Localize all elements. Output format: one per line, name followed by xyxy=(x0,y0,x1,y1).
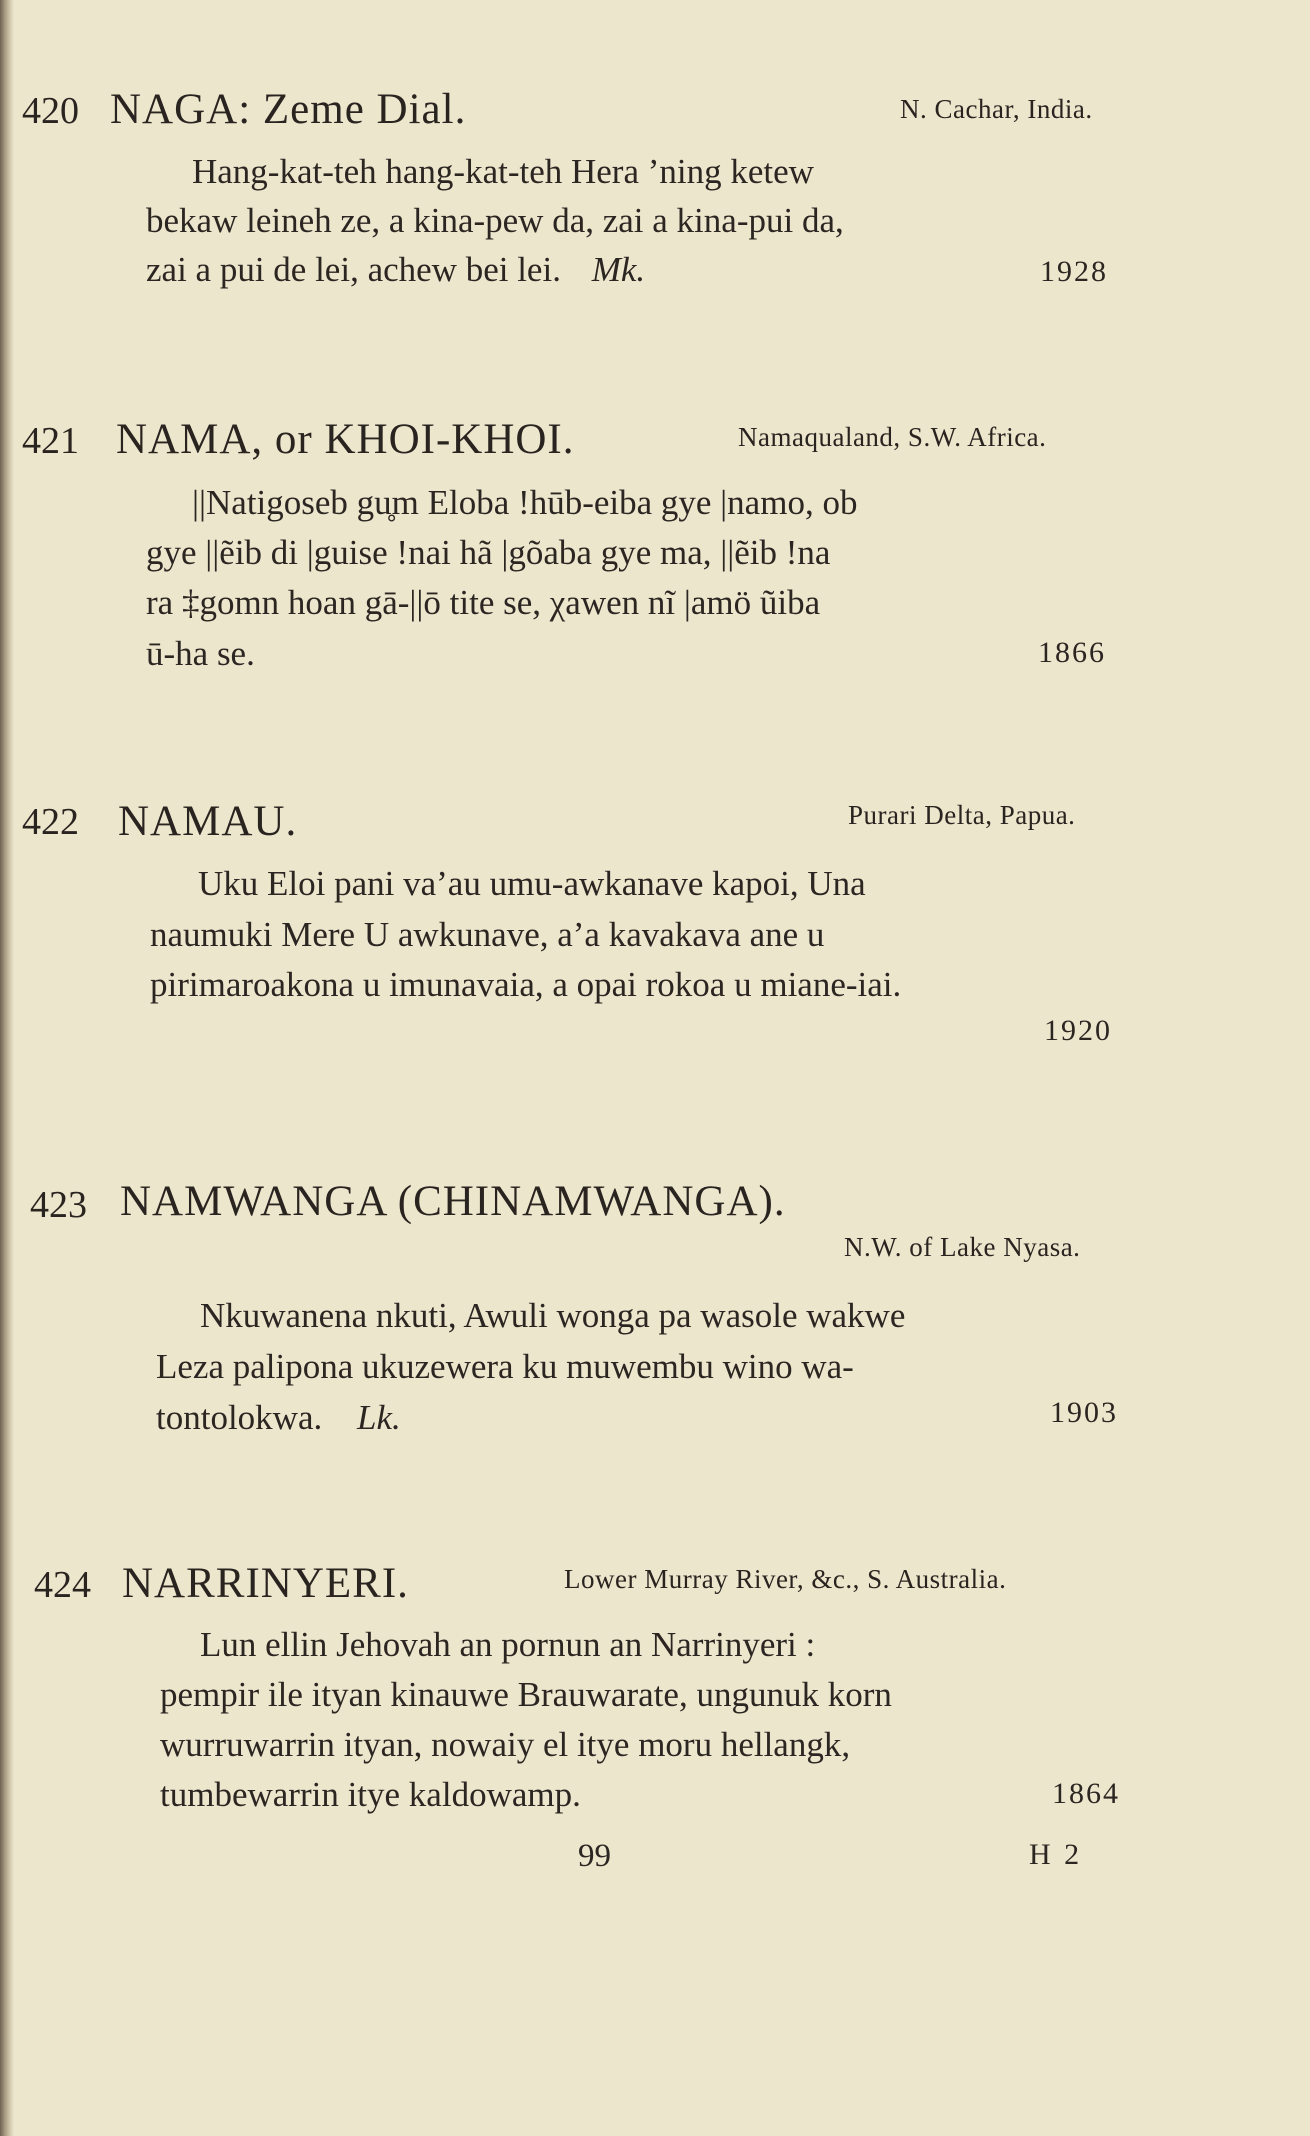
text-line: Uku Eloi pani va’au umu-awkanave kapoi, Una xyxy=(198,864,866,903)
text-line: Lun ellin Jehovah an pornun an Narrinyeri : xyxy=(200,1625,816,1664)
publication-year: 1920 xyxy=(1044,1014,1112,1047)
text-line: wurruwarrin ityan, nowaiy el itye moru hellangk, xyxy=(160,1725,851,1764)
publication-year: 1864 xyxy=(1052,1777,1120,1810)
text-line: ū-ha se. xyxy=(146,634,255,673)
text-line-content: zai a pui de lei, achew bei lei. xyxy=(146,250,561,289)
text-line: pempir ile ityan kinauwe Brauwarate, ungunuk korn xyxy=(160,1675,892,1714)
publication-year: 1903 xyxy=(1050,1396,1118,1429)
text-line: ra ‡gomn hoan gā-||ō tite se, χawen nĩ |amö ũiba xyxy=(146,583,821,622)
text-line: Leza palipona ukuzewera ku muwembu wino wa- xyxy=(156,1347,854,1386)
language-name: NAMWANGA (CHINAMWANGA). xyxy=(120,1178,786,1225)
text-line: Hang-kat-teh hang-kat-teh Hera ’ning ketew xyxy=(192,152,814,191)
text-line: ||Natigoseb gu̥m Eloba !hūb-eiba gye |namo, ob xyxy=(192,483,858,522)
text-line: pirimaroakona u imunavaia, a opai rokoa u miane-iai. xyxy=(150,965,902,1004)
text-line: tumbewarrin itye kaldowamp. xyxy=(160,1775,581,1814)
entry-number: 423 xyxy=(30,1184,87,1226)
entry-number: 422 xyxy=(22,801,79,843)
language-region: Namaqualand, S.W. Africa. xyxy=(738,422,1047,452)
language-name: NAGA: Zeme Dial. xyxy=(110,86,467,133)
language-region: Purari Delta, Papua. xyxy=(848,800,1076,830)
language-region: Lower Murray River, &c., S. Australia. xyxy=(564,1564,1007,1594)
text-line xyxy=(146,252,645,287)
text-line: naumuki Mere U awkunave, a’a kavakava ane u xyxy=(150,915,825,954)
entry-number: 421 xyxy=(22,420,79,462)
language-name: NAMAU. xyxy=(118,798,298,845)
language-region: N. Cachar, India. xyxy=(900,94,1093,124)
language-name: NARRINYERI. xyxy=(122,1560,409,1607)
text-line-content: tontolokwa. xyxy=(156,1398,323,1437)
page-number: 99 xyxy=(578,1838,611,1874)
entry-number: 424 xyxy=(34,1564,91,1606)
version-abbreviation: Mk. xyxy=(591,250,646,289)
text-line: gye ||ẽib di |guise !nai hã |gõaba gye ma, ||ẽib !na xyxy=(146,533,831,572)
publication-year: 1866 xyxy=(1038,636,1106,669)
text-line: bekaw leineh ze, a kina-pew da, zai a kina-pui da, xyxy=(146,201,844,240)
publication-year: 1928 xyxy=(1040,255,1108,288)
signature-mark: H 2 xyxy=(1029,1838,1083,1871)
page-binding-edge xyxy=(0,0,14,2136)
entry-number: 420 xyxy=(22,90,79,132)
language-name: NAMA, or KHOI-KHOI. xyxy=(116,416,575,463)
text-line: Nkuwanena nkuti, Awuli wonga pa wasole wakwe xyxy=(200,1296,906,1335)
text-line xyxy=(156,1400,401,1435)
version-abbreviation: Lk. xyxy=(356,1398,401,1437)
language-region: N.W. of Lake Nyasa. xyxy=(844,1232,1081,1262)
